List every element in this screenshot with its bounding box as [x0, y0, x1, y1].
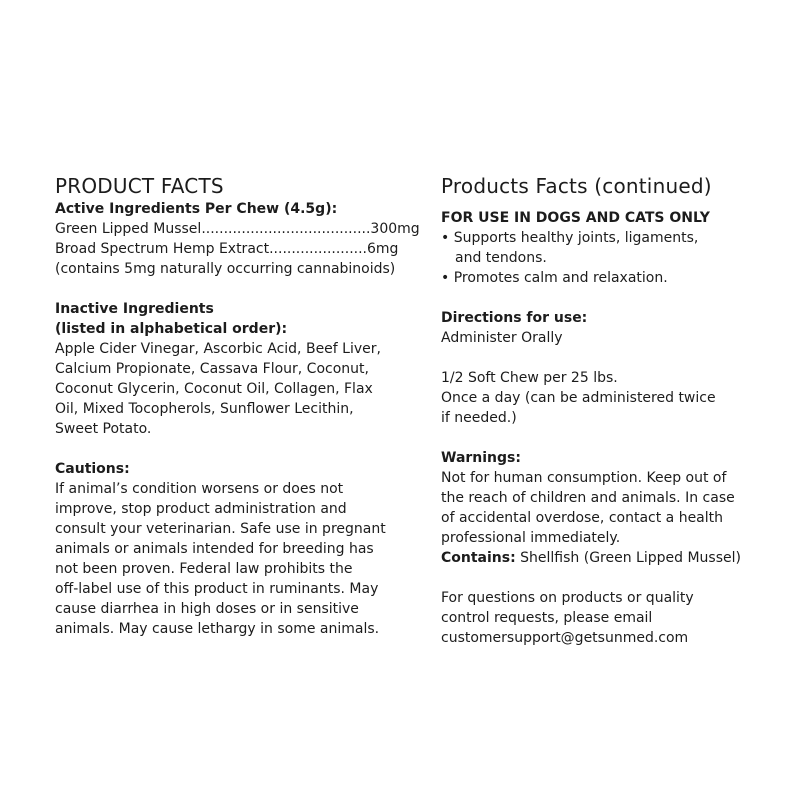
- warnings-line: Not for human consumption. Keep out of: [441, 470, 727, 486]
- directions-heading: Directions for use:: [441, 310, 588, 326]
- contact-line: control requests, please email: [441, 610, 653, 626]
- dosage-line: Once a day (can be administered twice: [441, 390, 716, 406]
- inactive-ingredients-line: Oil, Mixed Tocopherols, Sunflower Lecithin,: [55, 401, 354, 417]
- benefit-bullet-continued: and tendons.: [455, 250, 547, 266]
- cautions-line: not been proven. Federal law prohibits the: [55, 561, 353, 577]
- ingredient-amount: 300mg: [370, 221, 420, 237]
- dosage-line: if needed.): [441, 410, 517, 426]
- contact-email: customersupport@getsunmed.com: [441, 630, 689, 646]
- cautions-line: cause diarrhea in high doses or in sensitive: [55, 601, 359, 617]
- cautions-line: off-label use of this product in ruminants. May: [55, 581, 379, 597]
- cautions-line: animals or animals intended for breeding has: [55, 541, 374, 557]
- species-use-heading: FOR USE IN DOGS AND CATS ONLY: [441, 210, 710, 226]
- warnings-heading: Warnings:: [441, 450, 521, 466]
- leader-dots: ....................: [269, 241, 359, 257]
- cautions-line: If animal’s condition worsens or does not: [55, 481, 344, 497]
- contains-value: Shellfish (Green Lipped Mussel): [515, 550, 741, 566]
- dosage-line: 1/2 Soft Chew per 25 lbs.: [441, 370, 618, 386]
- directions-text: Administer Orally: [441, 330, 563, 346]
- product-facts-continued-column: [441, 173, 771, 648]
- product-facts-continued-title: Products Facts (continued): [441, 174, 712, 198]
- cautions-line: improve, stop product administration and: [55, 501, 347, 517]
- active-ingredient-row: [55, 219, 420, 239]
- active-ingredient-row: [55, 239, 410, 259]
- active-ingredients-heading: Active Ingredients Per Chew (4.5g):: [55, 201, 338, 217]
- ingredient-name: Broad Spectrum Hemp Extract: [55, 241, 270, 257]
- benefit-bullet: • Supports healthy joints, ligaments,: [441, 230, 699, 246]
- cautions-heading: Cautions:: [55, 461, 130, 477]
- inactive-ingredients-subheading: (listed in alphabetical order):: [55, 321, 288, 337]
- product-facts-column: [55, 173, 420, 639]
- contains-label: Contains:: [441, 550, 516, 566]
- benefit-bullet: • Promotes calm and relaxation.: [441, 270, 668, 286]
- warnings-line: of accidental overdose, contact a health: [441, 510, 724, 526]
- cannabinoid-note: (contains 5mg naturally occurring cannabinoids): [55, 261, 396, 277]
- inactive-ingredients-line: Apple Cider Vinegar, Ascorbic Acid, Beef Liver,: [55, 341, 381, 357]
- leader-dots: ......................................: [201, 221, 371, 237]
- warnings-line: the reach of children and animals. In case: [441, 490, 735, 506]
- contains-line: [441, 548, 771, 568]
- ingredient-name: Green Lipped Mussel: [55, 221, 202, 237]
- inactive-ingredients-line: Sweet Potato.: [55, 421, 152, 437]
- warnings-line: professional immediately.: [441, 530, 621, 546]
- contact-line: For questions on products or quality: [441, 590, 694, 606]
- ingredient-amount: ..6mg: [358, 241, 399, 257]
- inactive-ingredients-heading: Inactive Ingredients: [55, 301, 214, 317]
- product-facts-title: PRODUCT FACTS: [55, 174, 224, 198]
- cautions-line: animals. May cause lethargy in some animals.: [55, 621, 380, 637]
- inactive-ingredients-line: Calcium Propionate, Cassava Flour, Coconut,: [55, 361, 369, 377]
- cautions-line: consult your veterinarian. Safe use in pregnant: [55, 521, 386, 537]
- inactive-ingredients-line: Coconut Glycerin, Coconut Oil, Collagen, Flax: [55, 381, 373, 397]
